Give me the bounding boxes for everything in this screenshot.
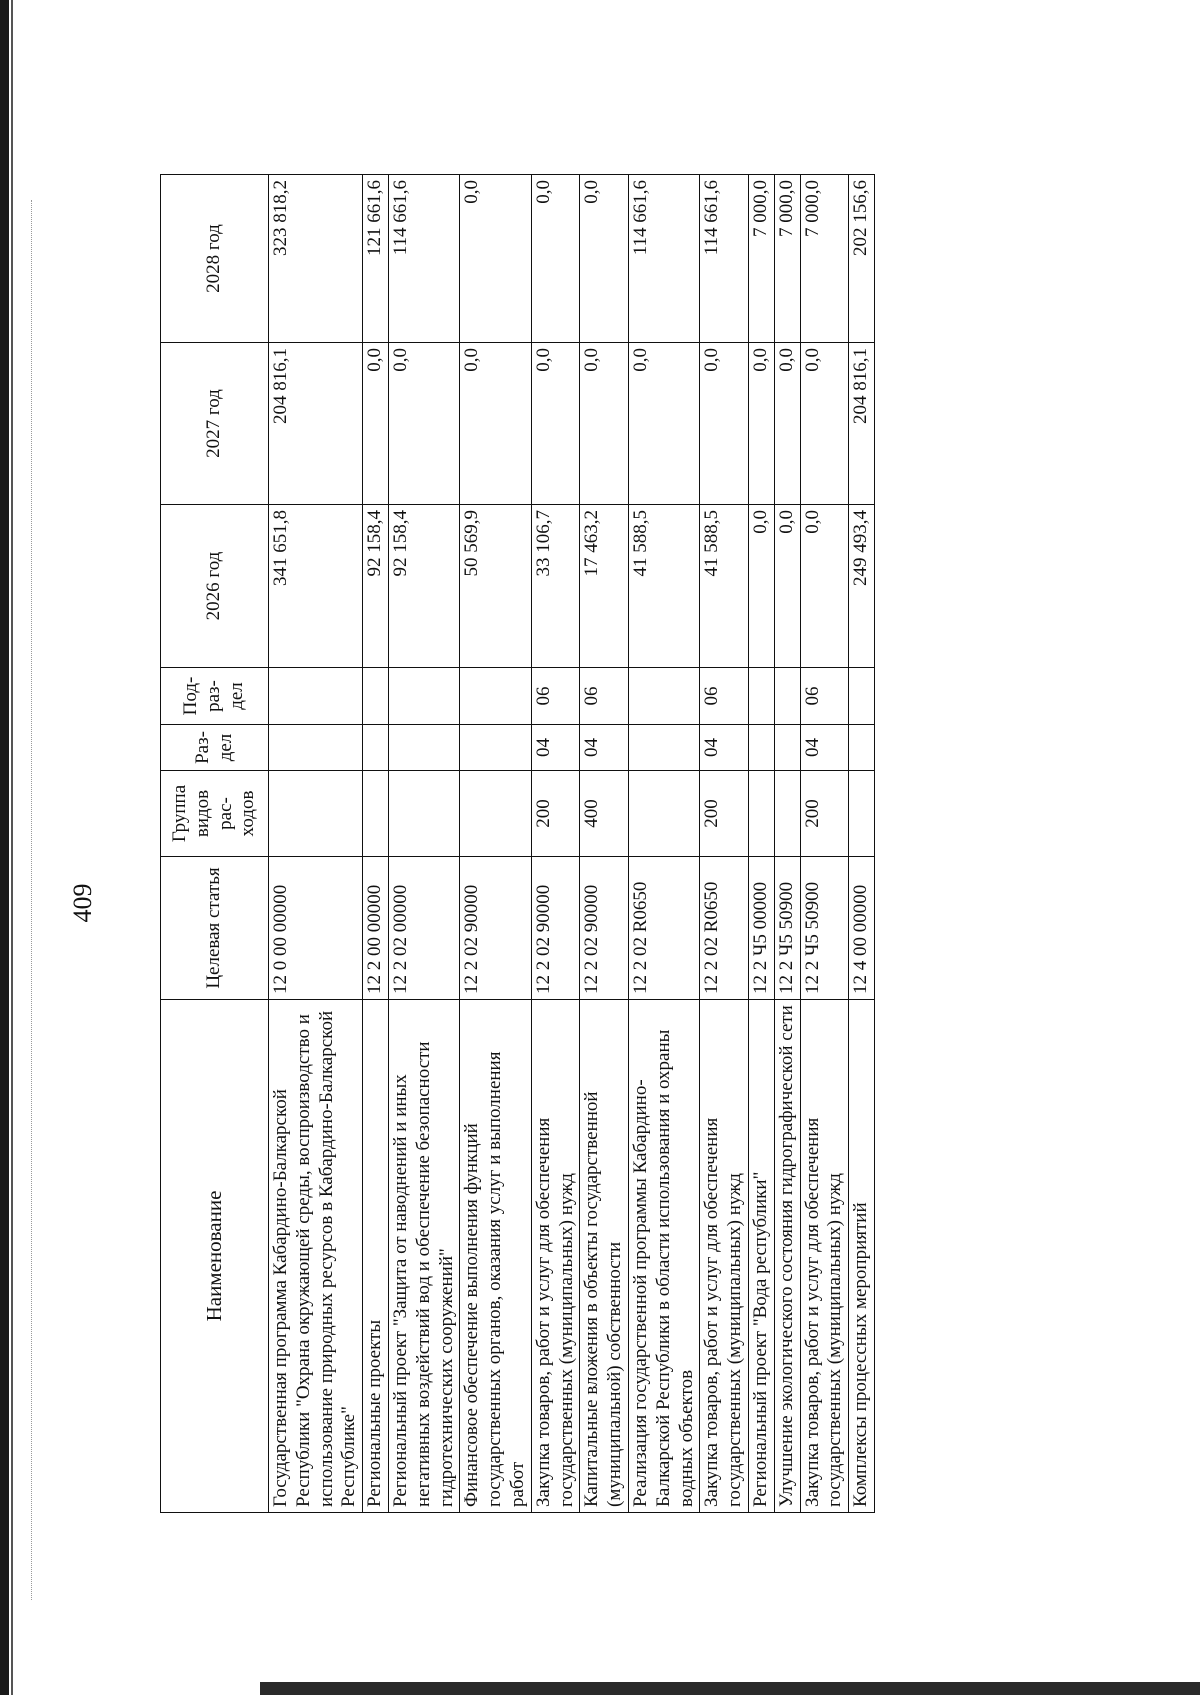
row-name: Финансовое обеспечение выполнения функций государственных органов, оказания услуг и выполнения работ — [460, 1000, 531, 1513]
table-row — [700, 175, 749, 1513]
rotated-page — [40, 180, 970, 1608]
row-section: 04 — [531, 725, 580, 771]
row-section — [628, 725, 699, 771]
row-name: Региональный проект "Защита от наводнений и иных негативных воздействий вод и обеспечение безопасности гидротехнических сооружений" — [388, 1000, 459, 1513]
header-target: Целевая статья — [161, 857, 269, 1000]
table-row — [774, 175, 800, 1513]
row-subsection: 06 — [580, 668, 629, 725]
row-2027: 0,0 — [700, 343, 749, 505]
table-row — [363, 175, 389, 1513]
row-section: 04 — [580, 725, 629, 771]
row-group: 200 — [800, 771, 849, 857]
header-group: Группа видов рас- ходов — [161, 771, 269, 857]
row-section — [363, 725, 389, 771]
row-subsection: 06 — [531, 668, 580, 725]
row-2028: 121 661,6 — [363, 175, 389, 343]
row-target: 12 2 00 00000 — [363, 857, 389, 1000]
row-2027: 0,0 — [460, 343, 531, 505]
row-group: 400 — [580, 771, 629, 857]
scan-edge-line — [11, 0, 13, 1695]
row-2028: 114 661,6 — [700, 175, 749, 343]
row-subsection: 06 — [800, 668, 849, 725]
row-name: Закупка товаров, работ и услуг для обеспечения государственных (муниципальных) нужд — [531, 1000, 580, 1513]
table-row — [388, 175, 459, 1513]
row-subsection — [363, 668, 389, 725]
row-target: 12 0 00 00000 — [269, 857, 363, 1000]
table-row — [460, 175, 531, 1513]
row-2028: 114 661,6 — [628, 175, 699, 343]
table-row — [531, 175, 580, 1513]
row-2028: 323 818,2 — [269, 175, 363, 343]
row-section — [388, 725, 459, 771]
header-section: Раз- дел — [161, 725, 269, 771]
row-2028: 7 000,0 — [748, 175, 774, 343]
row-name: Улучшение экологического состояния гидрографической сети — [774, 1000, 800, 1513]
row-2026: 0,0 — [748, 505, 774, 668]
row-section — [849, 725, 875, 771]
table-header-row — [161, 175, 269, 1513]
row-2027: 0,0 — [580, 343, 629, 505]
header-2027: 2027 год — [161, 343, 269, 505]
row-target: 12 2 02 R0650 — [628, 857, 699, 1000]
row-2027: 204 816,1 — [269, 343, 363, 505]
row-target: 12 2 Ч5 50900 — [774, 857, 800, 1000]
row-2026: 33 106,7 — [531, 505, 580, 668]
row-group: 200 — [700, 771, 749, 857]
row-subsection — [748, 668, 774, 725]
row-name: Государственная программа Кабардино-Балкарской Республики "Охрана окружающей среды, воспроизводство и использование природных ресурсов в Кабардино-Балкарской Республике" — [269, 1000, 363, 1513]
row-subsection — [849, 668, 875, 725]
row-subsection — [269, 668, 363, 725]
row-2026: 92 158,4 — [388, 505, 459, 668]
row-group — [774, 771, 800, 857]
row-2028: 7 000,0 — [800, 175, 849, 343]
row-group — [628, 771, 699, 857]
row-subsection — [774, 668, 800, 725]
row-2026: 0,0 — [800, 505, 849, 668]
row-2026: 17 463,2 — [580, 505, 629, 668]
row-target: 12 2 02 00000 — [388, 857, 459, 1000]
row-target: 12 2 02 R0650 — [700, 857, 749, 1000]
row-2028: 7 000,0 — [774, 175, 800, 343]
table-row — [580, 175, 629, 1513]
table-row — [800, 175, 849, 1513]
row-subsection — [460, 668, 531, 725]
header-subsection: Под- раз- дел — [161, 668, 269, 725]
budget-table — [160, 174, 875, 1513]
page-number: 409 — [68, 883, 97, 923]
row-section — [748, 725, 774, 771]
row-name: Региональный проект "Вода республики" — [748, 1000, 774, 1513]
row-2027: 0,0 — [748, 343, 774, 505]
row-2027: 204 816,1 — [849, 343, 875, 505]
table-row — [849, 175, 875, 1513]
row-name: Комплексы процессных мероприятий — [849, 1000, 875, 1513]
header-2028: 2028 год — [161, 175, 269, 343]
row-group — [748, 771, 774, 857]
row-2026: 41 588,5 — [700, 505, 749, 668]
header-2026: 2026 год — [161, 505, 269, 668]
row-subsection — [628, 668, 699, 725]
table-row — [748, 175, 774, 1513]
row-section — [774, 725, 800, 771]
row-2027: 0,0 — [774, 343, 800, 505]
row-section — [269, 725, 363, 771]
row-2027: 0,0 — [800, 343, 849, 505]
row-2028: 0,0 — [580, 175, 629, 343]
row-2027: 0,0 — [363, 343, 389, 505]
row-group — [363, 771, 389, 857]
row-2026: 341 651,8 — [269, 505, 363, 668]
row-group — [388, 771, 459, 857]
row-group — [849, 771, 875, 857]
table-body — [269, 175, 875, 1513]
row-subsection — [388, 668, 459, 725]
row-target: 12 2 Ч5 50900 — [800, 857, 849, 1000]
row-target: 12 2 02 90000 — [531, 857, 580, 1000]
row-2028: 202 156,6 — [849, 175, 875, 343]
row-name: Капитальные вложения в объекты государственной (муниципальной) собственности — [580, 1000, 629, 1513]
row-2026: 50 569,9 — [460, 505, 531, 668]
row-target: 12 2 Ч5 00000 — [748, 857, 774, 1000]
row-2026: 92 158,4 — [363, 505, 389, 668]
row-group: 200 — [531, 771, 580, 857]
row-name: Закупка товаров, работ и услуг для обеспечения государственных (муниципальных) нужд — [700, 1000, 749, 1513]
row-name: Региональные проекты — [363, 1000, 389, 1513]
row-name: Реализация государственной программы Кабардино-Балкарской Республики в области использования и охраны водных объектов — [628, 1000, 699, 1513]
header-name: Наименование — [161, 1000, 269, 1513]
row-2028: 114 661,6 — [388, 175, 459, 343]
row-target: 12 2 02 90000 — [580, 857, 629, 1000]
row-section: 04 — [800, 725, 849, 771]
scan-artifact — [31, 200, 33, 1600]
row-group — [460, 771, 531, 857]
row-2028: 0,0 — [531, 175, 580, 343]
row-target: 12 2 02 90000 — [460, 857, 531, 1000]
row-2027: 0,0 — [628, 343, 699, 505]
row-target: 12 4 00 00000 — [849, 857, 875, 1000]
row-2026: 41 588,5 — [628, 505, 699, 668]
row-name: Закупка товаров, работ и услуг для обеспечения государственных (муниципальных) нужд — [800, 1000, 849, 1513]
table-row — [628, 175, 699, 1513]
scan-edge — [0, 0, 9, 1695]
row-subsection: 06 — [700, 668, 749, 725]
row-section — [460, 725, 531, 771]
row-2026: 0,0 — [774, 505, 800, 668]
row-2026: 249 493,4 — [849, 505, 875, 668]
row-section: 04 — [700, 725, 749, 771]
row-group — [269, 771, 363, 857]
table-row — [269, 175, 363, 1513]
row-2028: 0,0 — [460, 175, 531, 343]
row-2027: 0,0 — [531, 343, 580, 505]
scan-edge-bottom — [260, 1682, 1200, 1695]
row-2027: 0,0 — [388, 343, 459, 505]
